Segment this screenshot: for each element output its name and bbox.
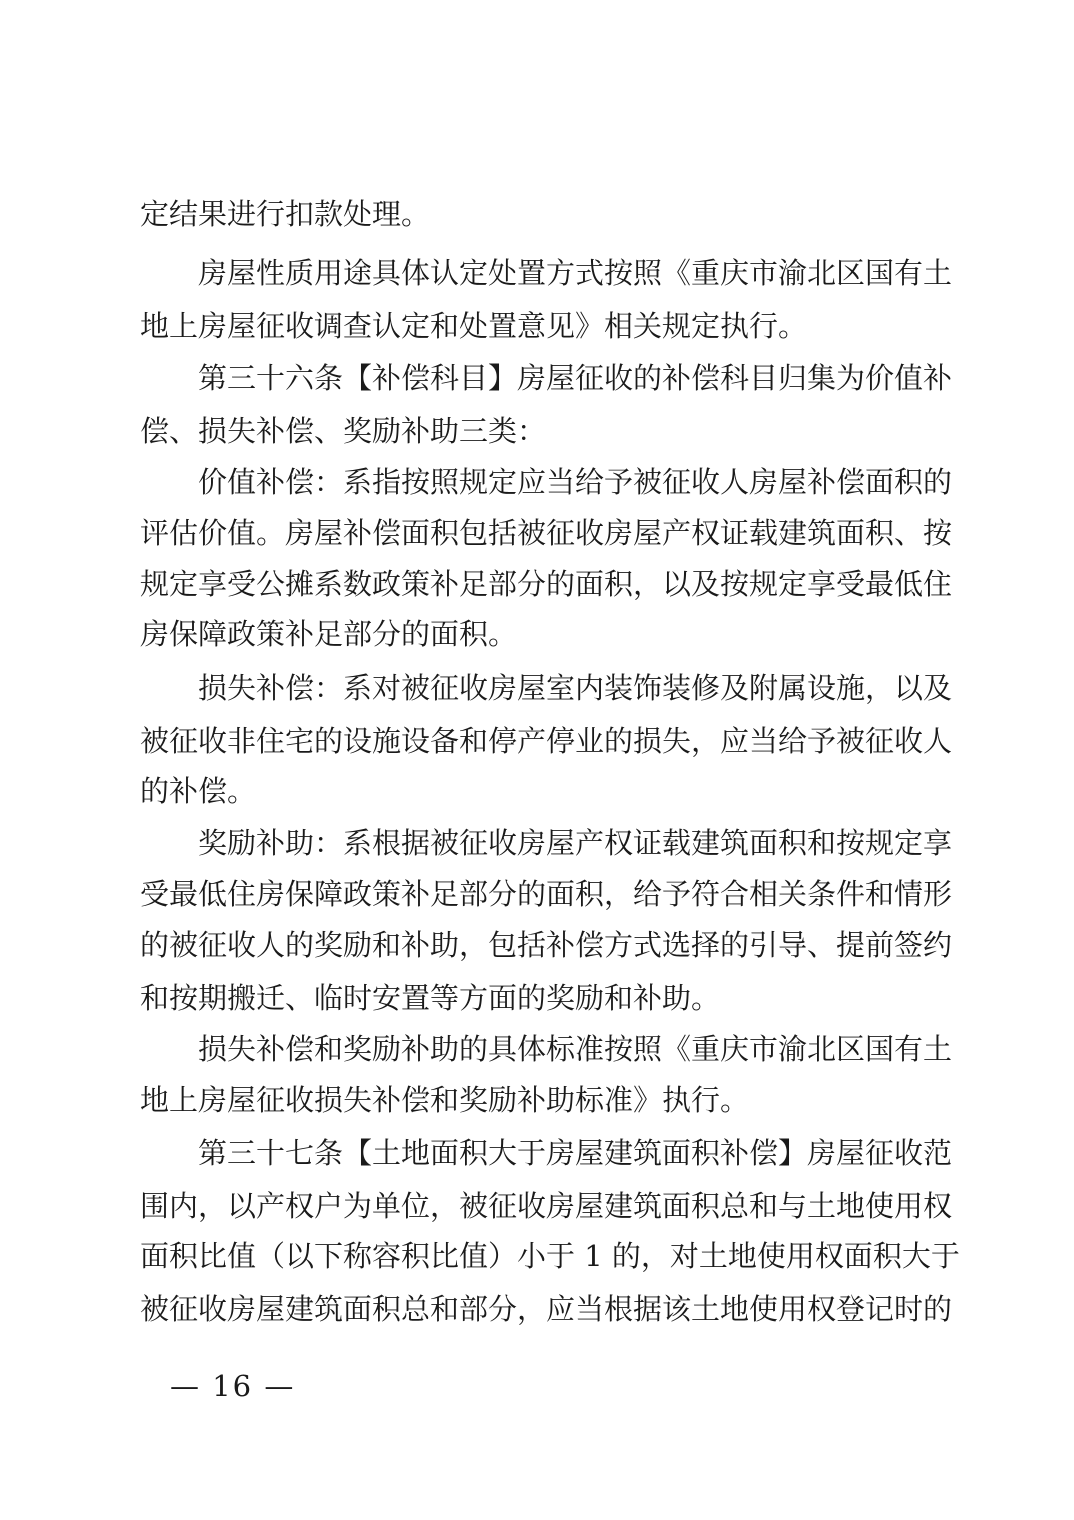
page-number: — 16 —	[170, 1369, 296, 1403]
text-line: 面积比值（以下称容积比值）小于 1 的，对土地使用权面积大于	[140, 1239, 960, 1273]
text-line: 损失补偿：系对被征收房屋室内装饰装修及附属设施，以及	[198, 671, 953, 705]
text-line: 地上房屋征收损失补偿和奖励补助标准》执行。	[140, 1083, 750, 1117]
text-line: 定结果进行扣款处理。	[140, 197, 431, 231]
text-line: 损失补偿和奖励补助的具体标准按照《重庆市渝北区国有土	[198, 1032, 953, 1066]
text-line: 受最低住房保障政策补足部分的面积，给予符合相关条件和情形	[140, 877, 953, 911]
text-line: 房屋性质用途具体认定处置方式按照《重庆市渝北区国有土	[198, 256, 953, 290]
text-line: 房保障政策补足部分的面积。	[140, 617, 518, 651]
text-line: 的补偿。	[140, 774, 257, 808]
text-line: 地上房屋征收调查认定和处置意见》相关规定执行。	[140, 309, 808, 343]
text-line: 被征收非住宅的设施设备和停产停业的损失，应当给予被征收人	[140, 724, 953, 758]
text-line: 和按期搬迁、临时安置等方面的奖励和补助。	[140, 981, 721, 1015]
text-line: 围内，以产权户为单位，被征收房屋建筑面积总和与土地使用权	[140, 1189, 953, 1223]
text-line: 评估价值。房屋补偿面积包括被征收房屋产权证载建筑面积、按	[140, 516, 953, 550]
article-36-heading-line: 第三十六条【补偿科目】房屋征收的补偿科目归集为价值补	[198, 361, 953, 395]
text-line: 规定享受公摊系数政策补足部分的面积，以及按规定享受最低住	[140, 567, 953, 601]
text-line: 价值补偿：系指按照规定应当给予被征收人房屋补偿面积的	[198, 465, 953, 499]
article-37-heading-line: 第三十七条【土地面积大于房屋建筑面积补偿】房屋征收范	[198, 1136, 953, 1170]
text-line: 的被征收人的奖励和补助，包括补偿方式选择的引导、提前签约	[140, 928, 953, 962]
text-line: 奖励补助：系根据被征收房屋产权证载建筑面积和按规定享	[198, 826, 953, 860]
text-line: 被征收房屋建筑面积总和部分，应当根据该土地使用权登记时的	[140, 1292, 953, 1326]
text-line: 偿、损失补偿、奖励补助三类：	[140, 414, 547, 448]
